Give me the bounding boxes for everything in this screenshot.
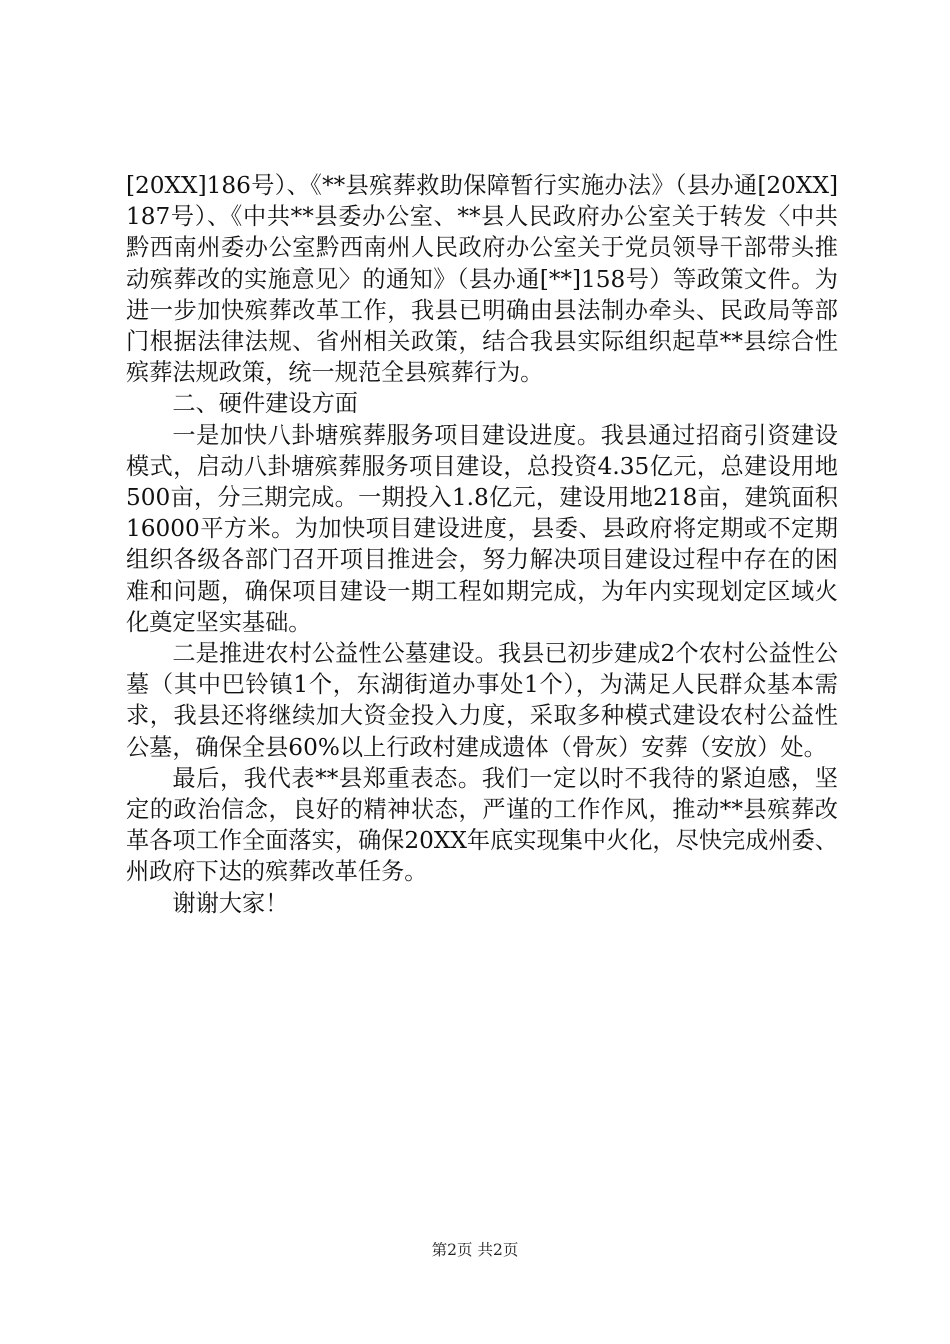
- section-heading-hardware: 二、硬件建设方面: [172, 390, 358, 418]
- paragraph-bagua-tang-project: 一是加快八卦塘殡葬服务项目建设进度。我县通过招商引资建设模式，启动八卦塘殡葬服务项目建设，总投资4.35亿元，总建设用地500亩，分三期完成。一期投入1.8亿元，建设用地218亩，建筑面积16000平方米。为加快项目建设进度，县委、县政府将定期或不定期组织各级各部门召开项目推进会，努力解决项目建设过程中存在的困难和问题，确保项目建设一期工程如期完成，为年内实现划定区域火化奠定坚实基础。: [126, 421, 838, 636]
- paragraph-policy-documents: [20XX]186号）、《**县殡葬救助保障暂行实施办法》（县办通[20XX]187号）、《中共**县委办公室、**县人民政府办公室关于转发〈中共黔西南州委办公室黔西南州人民政府办公室关于党员领导干部带头推动殡葬改的实施意见〉的通知》（县办通[**]158号）等政策文件。为进一步加快殡葬改革工作，我县已明确由县法制办牵头、民政局等部门根据法律法规、省州相关政策，结合我县实际组织起草**县综合性殡葬法规政策，统一规范全县殡葬行为。: [126, 172, 838, 387]
- paragraph-rural-cemetery: 二是推进农村公益性公墓建设。我县已初步建成2个农村公益性公墓（其中巴铃镇1个，东湖街道办事处1个），为满足人民群众基本需求，我县还将继续加大资金投入力度，采取多种模式建设农村公益性公墓，确保全县60%以上行政村建成遗体（骨灰）安葬（安放）处。: [126, 640, 838, 761]
- paragraph-thanks: 谢谢大家！: [172, 889, 289, 917]
- page-number-footer: 第2页 共2页: [431, 1241, 519, 1259]
- paragraph-closing-statement: 最后，我代表**县郑重表态。我们一定以时不我待的紧迫感，坚定的政治信念，良好的精神状态，严谨的工作作风，推动**县殡葬改革各项工作全面落实，确保20XX年底实现集中火化，尽快完成州委、州政府下达的殡葬改革任务。: [126, 764, 838, 886]
- document-body: [126, 170, 838, 919]
